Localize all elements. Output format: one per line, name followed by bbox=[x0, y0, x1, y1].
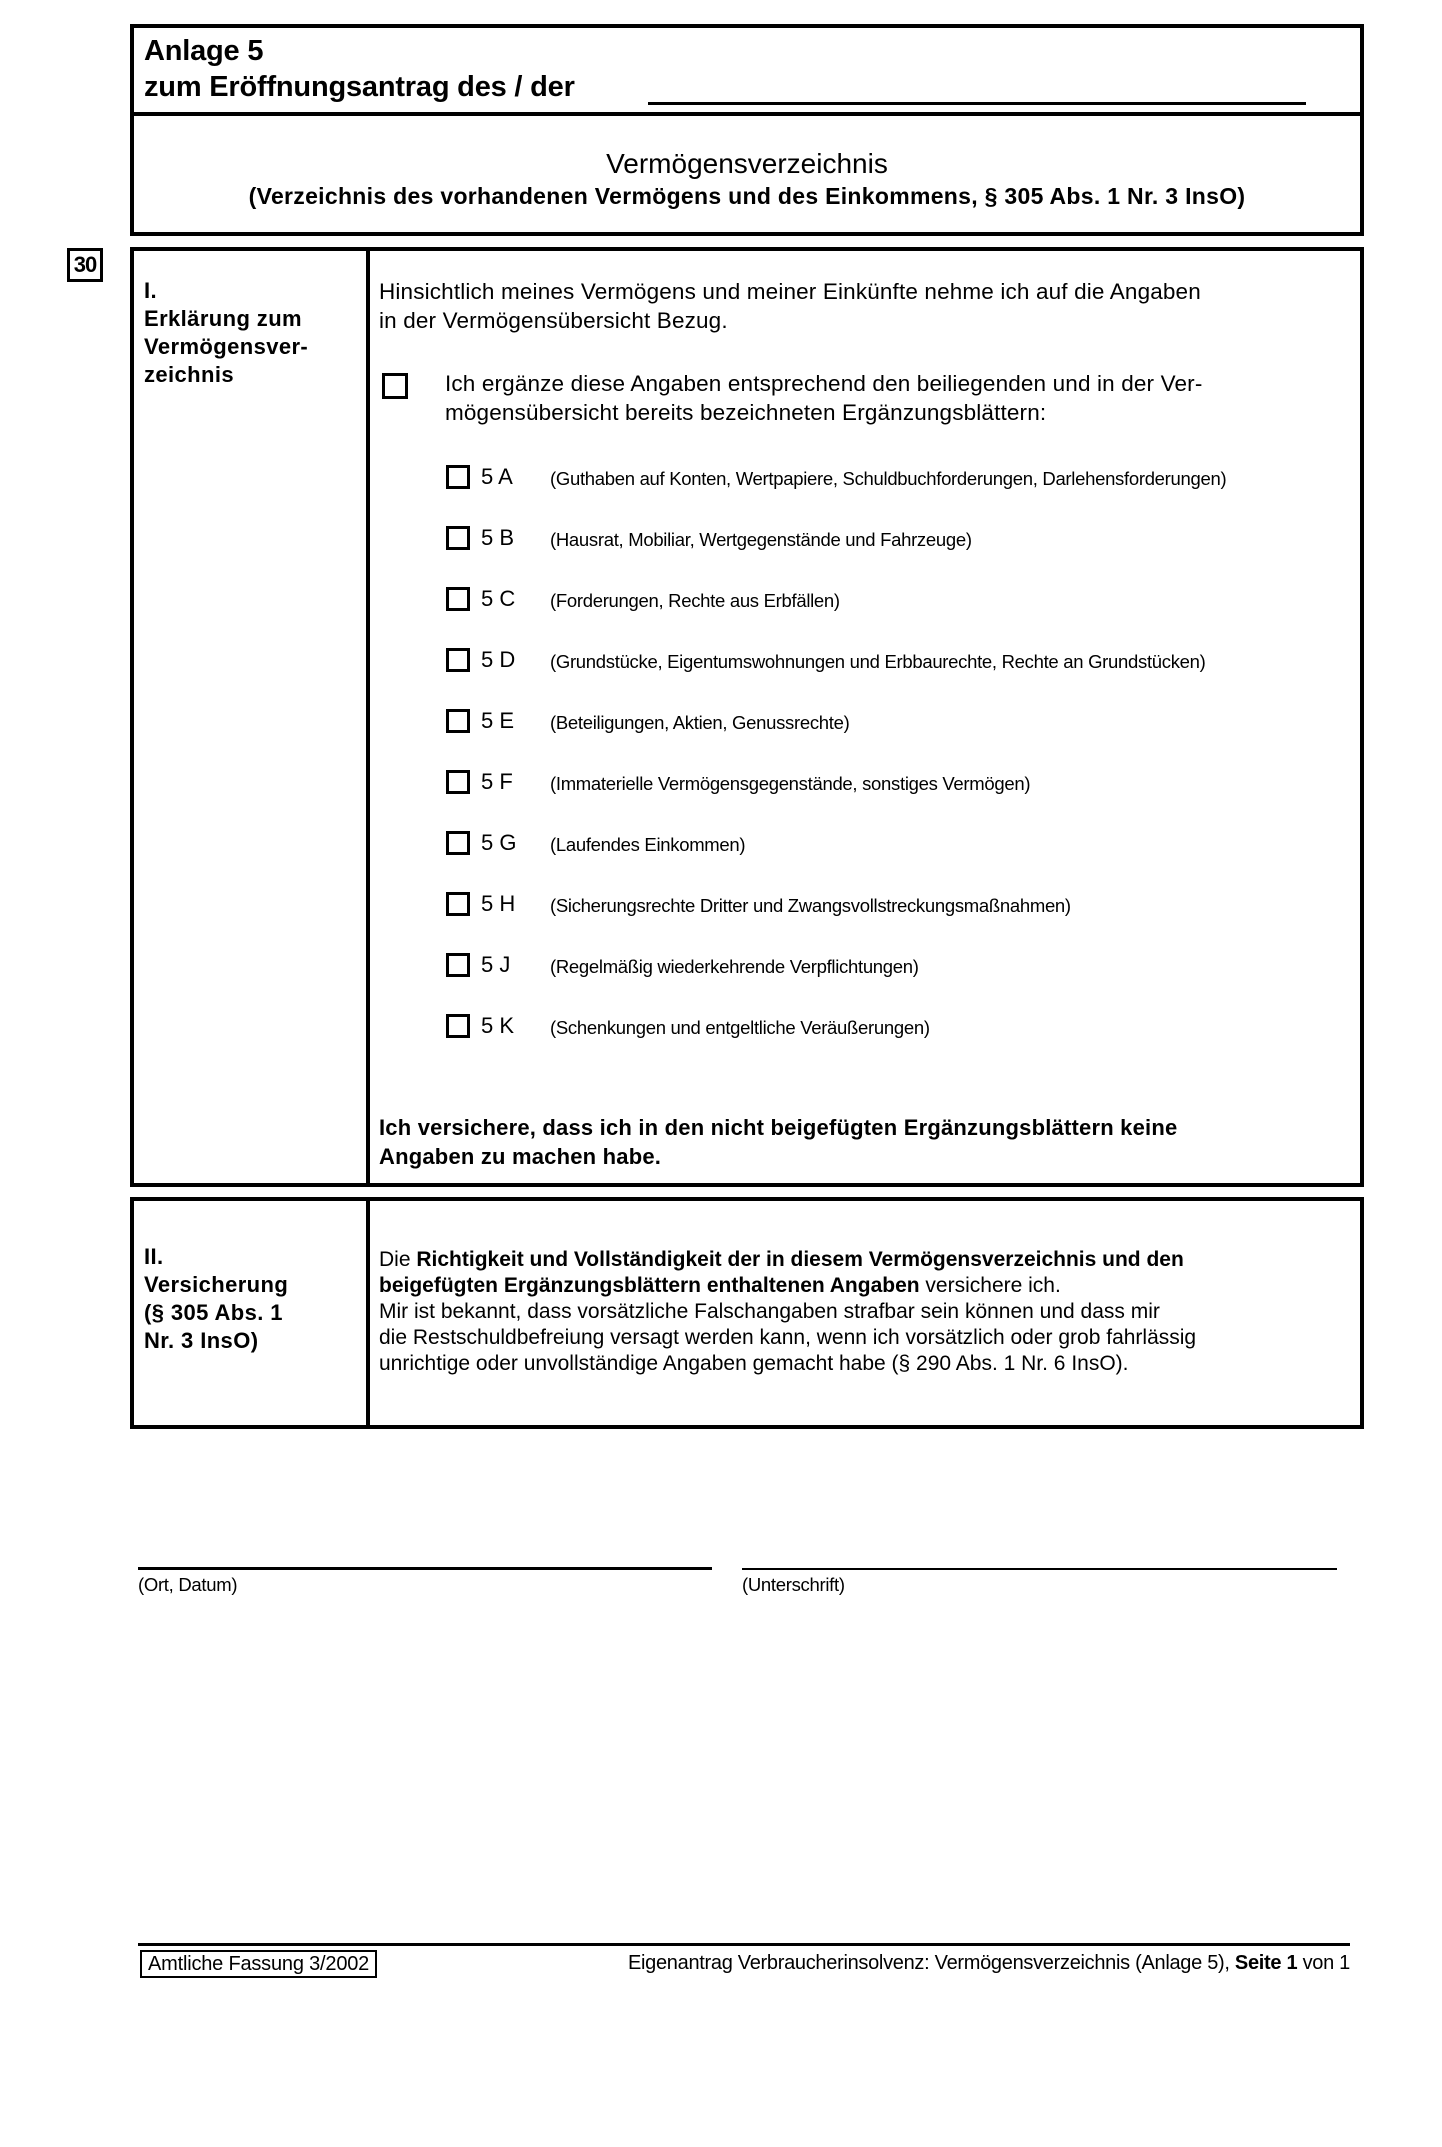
section-declaration bbox=[130, 247, 1364, 1187]
section-assurance bbox=[130, 1197, 1364, 1429]
intro-text: Hinsichtlich meines Vermögens und meiner Einkünfte nehme ich auf die Angaben bbox=[379, 279, 1201, 304]
assurance-text: Angaben zu machen habe. bbox=[379, 1144, 662, 1169]
field-number-badge: 30 bbox=[67, 248, 103, 282]
checkbox-5h[interactable] bbox=[446, 892, 470, 916]
item-code: 5 E bbox=[481, 708, 515, 733]
item-description: (Forderungen, Rechte aus Erbfällen) bbox=[550, 590, 840, 611]
section-label-line: Erklärung zum bbox=[144, 306, 303, 331]
item-code: 5 B bbox=[481, 525, 515, 550]
item-code: 5 A bbox=[481, 464, 513, 489]
item-code: 5 C bbox=[481, 586, 516, 611]
place-date-field[interactable] bbox=[138, 1567, 712, 1570]
supplement-text: Ich ergänze diese Angaben entsprechend den beiliegenden und in der Ver- bbox=[445, 371, 1203, 396]
assurance-text: Die bbox=[379, 1248, 417, 1271]
document-title: Vermögensverzeichnis bbox=[606, 148, 888, 179]
footer-description: Eigenantrag Verbraucherinsolvenz: Vermögensverzeichnis (Anlage 5), bbox=[627, 1952, 1235, 1974]
supplement-text: mögensübersicht bereits bezeichneten Ergänzungsblättern: bbox=[445, 400, 1047, 425]
section-number: I. bbox=[144, 278, 158, 303]
checkbox-5c[interactable] bbox=[446, 587, 470, 611]
item-description: (Schenkungen und entgeltliche Veräußerungen) bbox=[550, 1017, 930, 1038]
section-label-line: zeichnis bbox=[144, 362, 235, 387]
document-subtitle: (Verzeichnis des vorhandenen Vermögens und des Einkommens, § 305 Abs. 1 Nr. 3 InsO) bbox=[248, 183, 1246, 209]
item-description: (Laufendes Einkommen) bbox=[550, 834, 746, 855]
footer-rule bbox=[138, 1943, 1350, 1946]
item-code: 5 H bbox=[481, 891, 516, 916]
assurance-line: die Restschuldbefreiung versagt werden kann, wenn ich vorsätzlich oder grob fahrlässig bbox=[379, 1326, 1197, 1349]
item-description: (Immaterielle Vermögensgegenstände, sonstiges Vermögen) bbox=[550, 773, 1031, 794]
checkbox-5a[interactable] bbox=[446, 465, 470, 489]
item-code: 5 K bbox=[481, 1013, 515, 1038]
item-description: (Guthaben auf Konten, Wertpapiere, Schuldbuchforderungen, Darlehensforderungen) bbox=[550, 468, 1227, 489]
section-label-line: (§ 305 Abs. 1 bbox=[144, 1300, 283, 1325]
page-word: Seite bbox=[1234, 1952, 1282, 1974]
annex-label: Anlage 5 bbox=[144, 35, 264, 67]
assurance-line bbox=[379, 1273, 1061, 1299]
assurance-text: versichere ich. bbox=[919, 1274, 1061, 1297]
checkbox-5e[interactable] bbox=[446, 709, 470, 733]
application-label: zum Eröffnungsantrag des / der bbox=[144, 71, 575, 103]
checkbox-5g[interactable] bbox=[446, 831, 470, 855]
checkbox-5j[interactable] bbox=[446, 953, 470, 977]
assurance-bold-text: Richtigkeit und Vollständigkeit der in diesem Vermögensverzeichnis und den bbox=[416, 1248, 1184, 1271]
section-label-line: Nr. 3 InsO) bbox=[144, 1328, 259, 1353]
section-label-line: Vermögensver- bbox=[144, 334, 309, 359]
checkbox-5d[interactable] bbox=[446, 648, 470, 672]
item-code: 5 D bbox=[481, 647, 516, 672]
intro-text: in der Vermögensübersicht Bezug. bbox=[379, 308, 728, 333]
place-date-label: (Ort, Datum) bbox=[138, 1574, 238, 1595]
signature-label: (Unterschrift) bbox=[742, 1574, 845, 1595]
assurance-line: Mir ist bekannt, dass vorsätzliche Falschangaben strafbar sein können und dass mir bbox=[379, 1300, 1160, 1323]
column-divider bbox=[366, 1201, 370, 1425]
supplement-checkbox[interactable] bbox=[382, 373, 408, 399]
column-divider bbox=[366, 251, 370, 1183]
form-header bbox=[130, 24, 1364, 236]
page-number: 1 bbox=[1281, 1952, 1298, 1974]
section-number: II. bbox=[144, 1244, 164, 1269]
item-code: 5 F bbox=[481, 769, 513, 794]
signature-field[interactable] bbox=[742, 1568, 1337, 1570]
item-code: 5 J bbox=[481, 952, 511, 977]
item-description: (Regelmäßig wiederkehrende Verpflichtungen) bbox=[550, 956, 919, 977]
section-label-line: Versicherung bbox=[144, 1272, 289, 1297]
assurance-line bbox=[379, 1247, 1184, 1273]
page-total: von 1 bbox=[1297, 1952, 1350, 1974]
checkbox-5f[interactable] bbox=[446, 770, 470, 794]
header-divider bbox=[134, 112, 1360, 116]
checkbox-5b[interactable] bbox=[446, 526, 470, 550]
page-footer bbox=[628, 1950, 1350, 1976]
item-description: (Grundstücke, Eigentumswohnungen und Erbbaurechte, Rechte an Grundstücken) bbox=[550, 651, 1206, 672]
item-description: (Hausrat, Mobiliar, Wertgegenstände und Fahrzeuge) bbox=[550, 529, 972, 550]
assurance-line: unrichtige oder unvollständige Angaben gemacht habe (§ 290 Abs. 1 Nr. 6 InsO). bbox=[379, 1352, 1129, 1375]
assurance-bold-text: beigefügten Ergänzungsblättern enthaltenen Angaben bbox=[379, 1274, 920, 1297]
item-description: (Beteiligungen, Aktien, Genussrechte) bbox=[550, 712, 850, 733]
checkbox-5k[interactable] bbox=[446, 1014, 470, 1038]
assurance-text: Ich versichere, dass ich in den nicht beigefügten Ergänzungsblättern keine bbox=[379, 1115, 1178, 1140]
item-code: 5 G bbox=[481, 830, 517, 855]
item-description: (Sicherungsrechte Dritter und Zwangsvollstreckungsmaßnahmen) bbox=[550, 895, 1071, 916]
applicant-name-field[interactable] bbox=[648, 102, 1306, 105]
version-box: Amtliche Fassung 3/2002 bbox=[140, 1950, 377, 1978]
